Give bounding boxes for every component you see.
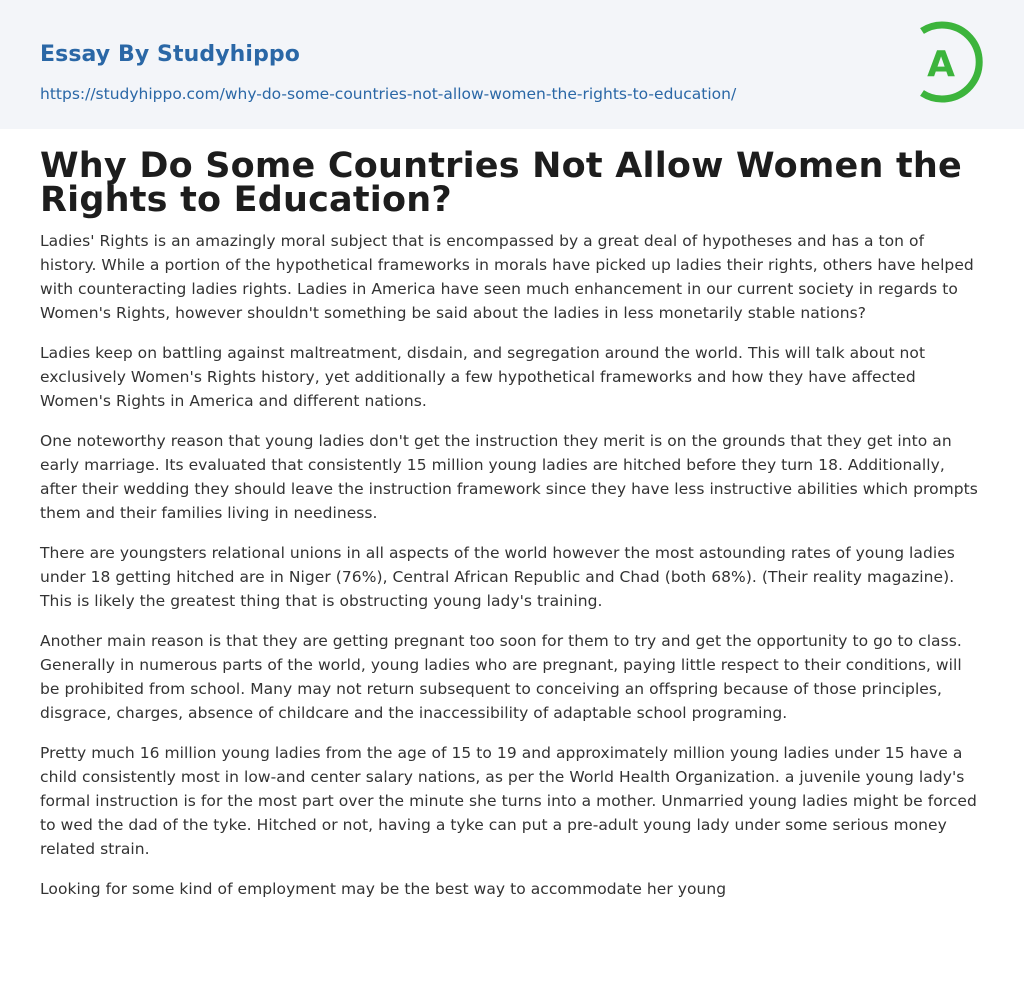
paragraph: Another main reason is that they are getting pregnant too soon for them to try and get the opportunity to go to class. Generally in numerous parts of the world, young ladies who are pregnant, paying little respect to their conditions, will be prohibited from school. Many may not return subsequent to conceiving an offspring because of those principles, disgrace, charges, absence of childcare and the inaccessibility of adaptable school programing. xyxy=(40,632,962,722)
logo-letter: A xyxy=(927,44,955,85)
paragraph: Looking for some kind of employment may be the best way to accommodate her young xyxy=(40,880,727,898)
page-title: Why Do Some Countries Not Allow Women the Rights to Education? xyxy=(40,146,962,220)
site-header xyxy=(0,0,1024,129)
paragraph: Ladies' Rights is an amazingly moral subject that is encompassed by a great deal of hypotheses and has a ton of history. While a portion of the hypothetical frameworks in morals have picked up ladies their rights, others have helped with counteracting ladies rights. Ladies in America have seen much enhancement in our current society in regards to Women's Rights, however shouldn't something be said about the ladies in less monetarily stable nations? xyxy=(40,232,974,322)
studyhippo-logo-icon[interactable] xyxy=(910,18,988,106)
paragraph: One noteworthy reason that young ladies don't get the instruction they merit is on the grounds that they get into an early marriage. Its evaluated that consistently 15 million young ladies are hitched before they turn 18. Additionally, after their wedding they should leave the instruction framework since they have less instructive abilities which prompts them and their families living in neediness. xyxy=(40,432,978,522)
article-url-link[interactable]: https://studyhippo.com/why-do-some-countries-not-allow-women-the-rights-to-education/ xyxy=(40,85,737,103)
paragraph: Ladies keep on battling against maltreatment, disdain, and segregation around the world. This will talk about not exclusively Women's Rights history, yet additionally a few hypothetical frameworks and how they have affected Women's Rights in America and different nations. xyxy=(40,344,926,410)
paragraph: There are youngsters relational unions in all aspects of the world however the most astounding rates of young ladies under 18 getting hitched are in Niger (76%), Central African Republic and Chad (both 68%). (Their reality magazine). This is likely the greatest thing that is obstructing young lady's training. xyxy=(40,544,955,610)
article xyxy=(0,146,1024,901)
article-body xyxy=(40,229,984,901)
brand-title[interactable]: Essay By Studyhippo xyxy=(40,42,300,67)
paragraph: Pretty much 16 million young ladies from the age of 15 to 19 and approximately million young ladies under 15 have a child consistently most in low-and center salary nations, as per the World Health Organization. a juvenile young lady's formal instruction is for the most part over the minute she turns into a mother. Unmarried young ladies might be forced to wed the dad of the tyke. Hitched or not, having a tyke can put a pre-adult young lady under some serious money related strain. xyxy=(40,744,977,858)
